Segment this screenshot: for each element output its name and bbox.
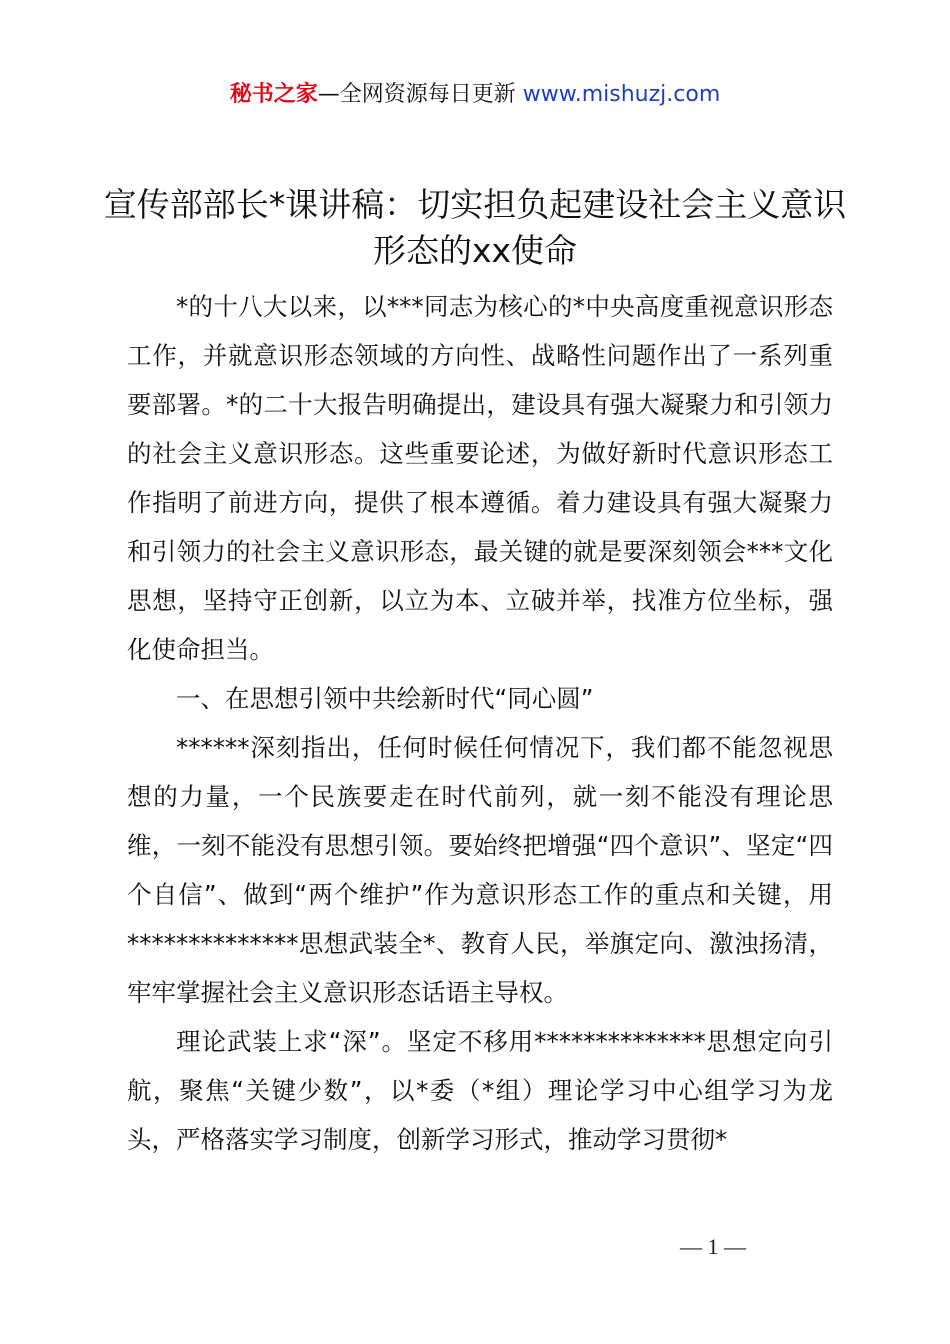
body-paragraph-intro: *的十八大以来，以***同志为核心的*中央高度重视意识形态工作，并就意识形态领域的方向性、战略性问题作出了一系列重要部署。*的二十大报告明确提出，建设具有强大凝聚力和引领力的社会主义意识形态。这些重要论述，为做好新时代意识形态工作指明了前进方向，提供了根本遵循。着力建设具有强大凝聚力和引领力的社会主义意识形态，最关键的就是要深刻领会***文化思想，坚持守正创新，以立为本、立破并举，找准方位坐标，强化使命担当。 [127,292,833,664]
body-paragraph-section-one: ******深刻指出，任何时候任何情况下，我们都不能忽视思想的力量，一个民族要走在时代前列，就一刻不能没有理论思维，一刻不能没有思想引领。要始终把增强“四个意识”、坚定“四个自信”、做到“两个维护”作为意识形态工作的重点和关键，用**************思想武装全*、教育人民，举旗定向、激浊扬清，牢牢掌握社会主义意识形态话语主导权。 [127,733,833,1007]
document-title: 宣传部部长*课讲稿：切实担负起建设社会主义意识形态的xx使命 [103,185,847,270]
section-heading-one: 一、在思想引领中共绘新时代“同心圆” [176,684,594,713]
body-paragraph-theory: 理论武装上求“深”。坚定不移用**************思想定向引航，聚焦“关键少数”，以*委（*组）理论学习中心组学习为龙头，严格落实学习制度，创新学习形式，推动学习贯彻* [127,1027,833,1154]
page-number: — 1 — [680,1234,746,1259]
site-header [0,78,950,112]
site-brand: 秘书之家 [229,82,318,107]
site-url[interactable]: www.mishuzj.com [522,82,721,107]
site-tagline: —全网资源每日更新 [317,82,523,107]
document-body [127,282,833,1164]
